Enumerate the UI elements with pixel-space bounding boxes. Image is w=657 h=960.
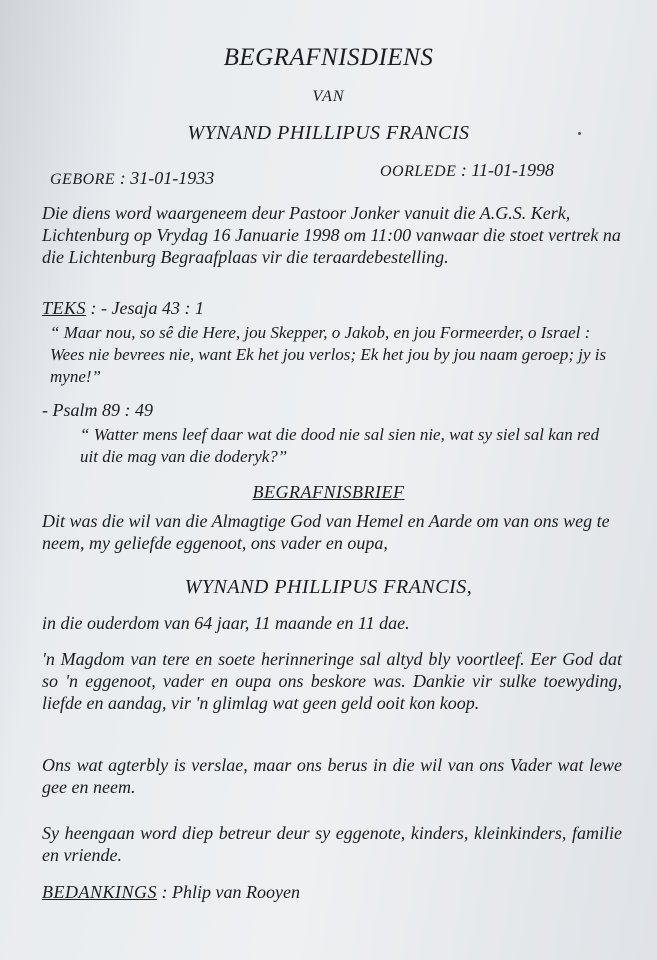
letter-heading: BEGRAFNISBRIEF [252, 482, 405, 502]
letter-intro: Dit was die wil van die Almagtige God van Hemel en Aarde om van ons weg te neem, my geliefde eggenoot, ons vader en oupa, [42, 511, 610, 553]
scripture-heading [42, 298, 204, 319]
death-label: OORLEDE [380, 163, 457, 180]
birth-label: GEBORE [50, 171, 116, 188]
letter-memories: 'n Magdom van tere en soete herinneringe sal altyd bly voortleef. Eer God dat so 'n eggenoot, vader en oupa ons beskore was. Dankie vir sulke toewyding, liefde en aandag, vir 'n glimlag wat geen geld ooit kon koop. [42, 649, 622, 713]
letter-deceased-name: WYNAND PHILLIPUS FRANCIS, [184, 576, 473, 598]
psalm-dash: - [42, 400, 53, 420]
deceased-name: WYNAND PHILLIPUS FRANCIS [187, 122, 470, 144]
death-value: 11-01-1998 [471, 160, 555, 180]
letter-mourned: Sy heengaan word diep betreur deur sy eggenote, kinders, kleinkinders, familie en vriende. [42, 823, 622, 865]
teks-separator: : - [90, 298, 112, 318]
letter-age: in die ouderdom van 64 jaar, 11 maande en 11 dae. [42, 613, 410, 633]
death-date [380, 160, 554, 181]
thanks-value: Phlip van Rooyen [172, 882, 300, 902]
paper-speck [578, 132, 581, 135]
scripture-ref-2-row [42, 400, 153, 421]
death-separator: : [460, 160, 472, 180]
document-title: BEGRAFNISDIENS [223, 44, 434, 71]
birth-value: 31-01-1933 [130, 168, 215, 188]
dates-row [50, 160, 610, 190]
scripture-ref-2: Psalm 89 : 49 [52, 400, 153, 420]
van-label: VAN [312, 88, 345, 105]
thanks-label: BEDANKINGS [42, 882, 157, 902]
teks-label: TEKS [42, 298, 87, 318]
service-details: Die diens word waargeneem deur Pastoor Jonker vanuit die A.G.S. Kerk, Lichtenburg op Vrydag 16 Januarie 1998 om 11:00 vanwaar die stoet vertrek na die Lichtenburg Begraafplaas vir die teraardebestelling. [42, 203, 621, 267]
birth-separator: : [119, 168, 131, 188]
letter-comfort: Ons wat agterbly is verslae, maar ons berus in die wil van ons Vader wat lewe gee en neem. [42, 755, 622, 797]
scripture-quote-1: “ Maar nou, so sê die Here, jou Skepper, o Jakob, en jou Formeerder, o Israel : Wees nie bevrees nie, want Ek het jou verlos; Ek het jou by jou naam geroep; jy is myne!” [50, 323, 607, 386]
scripture-ref-1: Jesaja 43 : 1 [111, 298, 204, 318]
thanks-separator: : [161, 882, 172, 902]
thanks-row [42, 882, 300, 903]
birth-date [50, 168, 214, 189]
scripture-quote-2: “ Watter mens leef daar wat die dood nie sal sien nie, wat sy siel sal kan red uit die mag van die doderyk?” [80, 425, 600, 466]
